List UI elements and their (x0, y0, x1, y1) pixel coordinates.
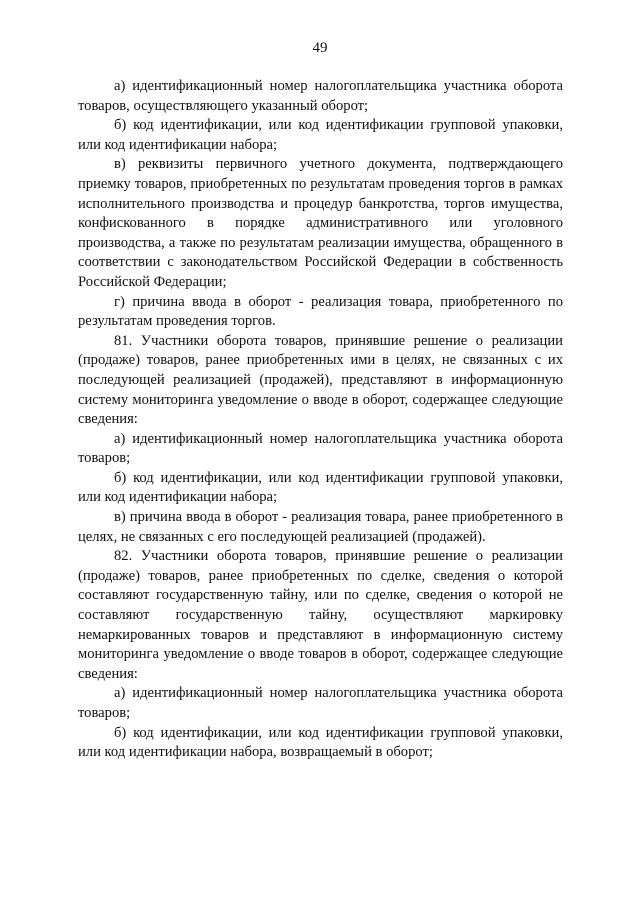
paragraph-item-a: а) идентификационный номер налогоплательщика участника оборота товаров; (78, 430, 563, 467)
paragraph-clause-82: 82. Участники оборота товаров, принявшие решение о реализации (продаже) товаров, ранее приобретенных по сделке, сведения о которой составляют государственную тайну, или по сделке, сведения о которой не составляют государственную тайну, осуществляют маркировку немаркированных товаров и представляют в информационную систему мониторинга уведомление о вводе товаров в оборот, содержащее следующие сведения: (78, 548, 563, 682)
paragraph-item-v: в) реквизиты первичного учетного документа, подтверждающего приемку товаров, приобретенных по результатам проведения торгов в рамках исполнительного производства и процедур банкротства, торгов имущества, конфискованного в порядке административного или уголовного производства, а также по результатам реализации имущества, обращенного в соответствии с законодательством Российской Федерации в собственность Российской Федерации; (78, 156, 563, 290)
paragraph-item-g: г) причина ввода в оборот - реализация товара, приобретенного по результатам проведения торгов. (78, 293, 563, 330)
paragraph-item-a: а) идентификационный номер налогоплательщика участника оборота товаров; (78, 685, 563, 721)
document-body (78, 77, 563, 763)
paragraph-item-v: в) причина ввода в оборот - реализация товара, ранее приобретенного в целях, не связанных с его последующей реализацией (продажей). (78, 509, 563, 545)
page-number: 49 (312, 40, 328, 56)
paragraph-clause-81: 81. Участники оборота товаров, принявшие решение о реализации (продаже) товаров, ранее приобретенных ими в целях, не связанных с их последующей реализацией (продажей), представляют в информационную систему мониторинга уведомление о вводе в оборот, содержащее следующие сведения: (78, 332, 563, 428)
paragraph-item-b: б) код идентификации, или код идентификации групповой упаковки, или код идентификации набора, возвращаемый в оборот; (78, 724, 563, 761)
paragraph-item-b: б) код идентификации, или код идентификации групповой упаковки, или код идентификации набора; (78, 117, 563, 153)
paragraph-item-b: б) код идентификации, или код идентификации групповой упаковки, или код идентификации набора; (78, 469, 563, 506)
paragraph-item-a: а) идентификационный номер налогоплательщика участника оборота товаров, осуществляющего указанный оборот; (78, 78, 563, 114)
